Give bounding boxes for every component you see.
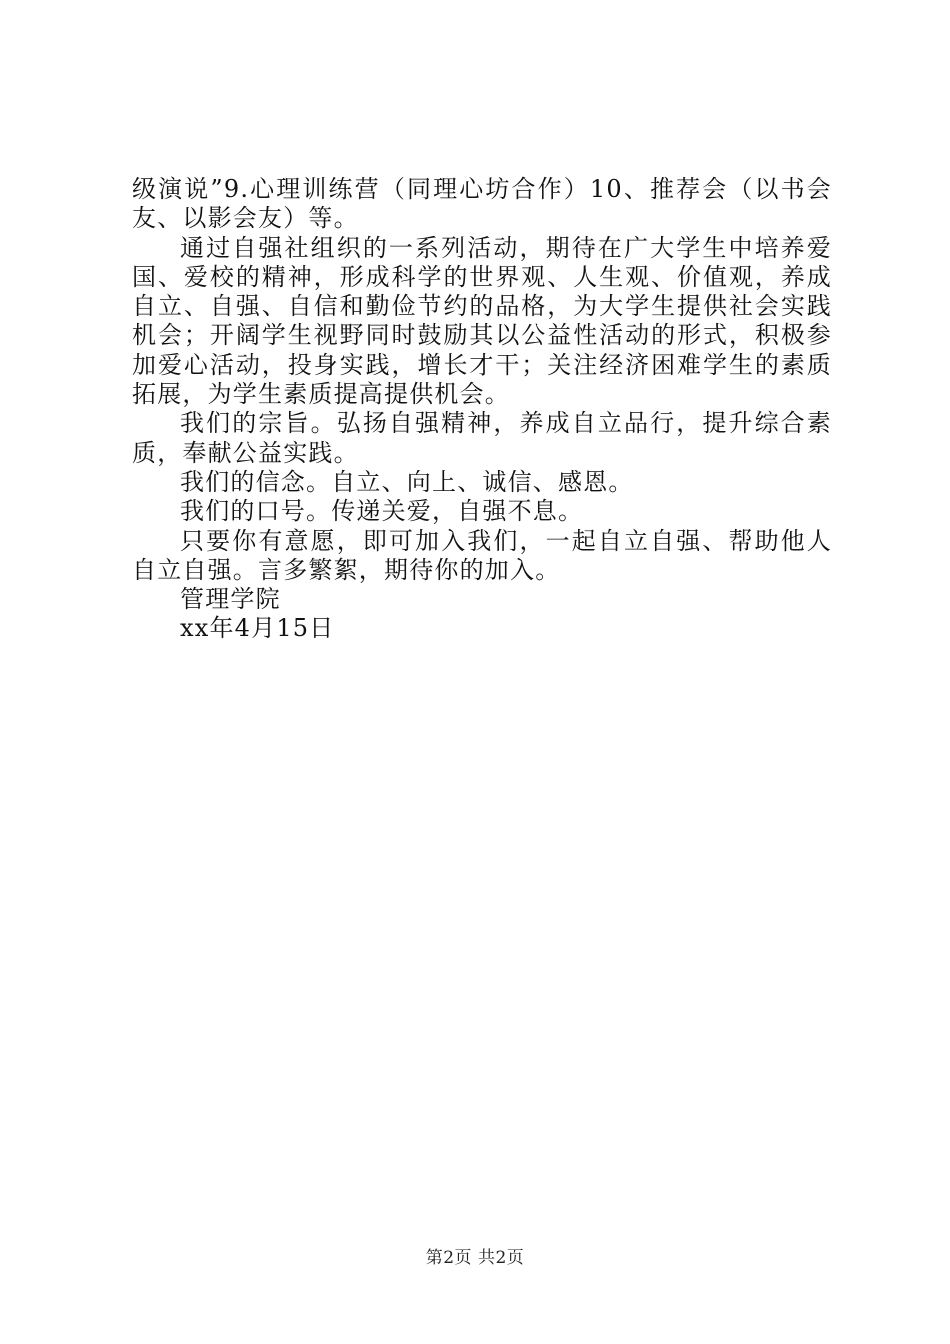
paragraph-invitation: 只要你有意愿，即可加入我们，一起自立自强、帮助他人自立自强。言多繁絮，期待你的加入。 (132, 526, 832, 584)
signature-organization: 管理学院 (180, 585, 281, 614)
paragraph-activities-continued: 级演说”9.心理训练营（同理心坊合作）10、推荐会（以书会友、以影会友）等。 (132, 175, 832, 233)
page-number-footer: 第2页 共2页 (425, 1248, 525, 1268)
signature-date: xx年4月15日 (180, 614, 335, 643)
paragraph-purpose: 我们的宗旨。弘扬自强精神，养成自立品行，提升综合素质，奉献公益实践。 (132, 409, 832, 467)
paragraph-slogan: 我们的口号。传递关爱，自强不息。 (180, 497, 584, 526)
paragraph-belief: 我们的信念。自立、向上、诚信、感恩。 (180, 467, 634, 496)
paragraph-goals: 通过自强社组织的一系列活动，期待在广大学生中培养爱国、爱校的精神，形成科学的世界观、人生观、价值观，养成自立、自强、自信和勤俭节约的品格，为大学生提供社会实践机会；开阔学生视野同时鼓励其以公益性活动的形式，积极参加爱心活动，投身实践，增长才干；关注经济困难学生的素质拓展，为学生素质提高提供机会。 (132, 233, 832, 409)
document-body (132, 175, 832, 644)
